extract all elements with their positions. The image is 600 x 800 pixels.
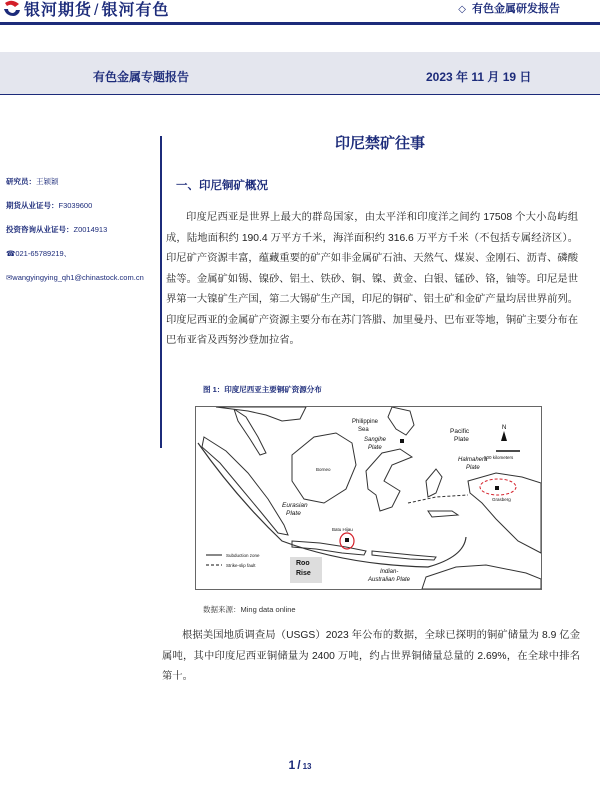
current-page: 1 <box>288 758 296 772</box>
mine-marker-sulawesi <box>400 439 404 443</box>
map-svg <box>196 407 541 589</box>
futures-cert-line <box>6 200 158 224</box>
phone-number: 021-65789219、 <box>15 249 72 258</box>
mainland-asia <box>216 407 306 421</box>
nusa-tenggara-islands <box>372 551 436 560</box>
seram-island <box>428 511 458 517</box>
brand-separator: / <box>94 2 100 19</box>
diamond-icon: ◇ <box>458 4 466 15</box>
body-paragraph-2: 根据美国地质调查局（USGS）2023 年公布的数据，全球已探明的铜矿储量为 8.9 亿金属吨，其中印度尼西亚铜储量为 2400 万吨，约占世界铜储量总量的 2.69%，在全球中排名第十。 <box>162 630 580 682</box>
label-eurasian-plate: Plate <box>286 510 301 517</box>
advisory-cert-label: 投资咨询从业证号： <box>6 225 74 234</box>
label-grasberg: Grasberg <box>492 497 511 502</box>
email-address[interactable]: wangyingying_qh1@chinastock.com.cn <box>12 273 144 282</box>
header-rule <box>0 22 600 25</box>
brand-left: 银河期货 <box>24 2 93 19</box>
email-icon: ✉ <box>6 273 13 282</box>
label-halmahera-plate: Plate <box>466 465 480 471</box>
new-guinea-landmass <box>468 473 541 553</box>
label-scale: 500 kilometers <box>484 455 514 460</box>
figure-source: 数据来源：Ming data online <box>203 605 296 614</box>
report-type-label: 有色金属研发报告 <box>472 3 560 15</box>
label-sangihe: Sangihe <box>364 437 387 443</box>
label-rise: Rise <box>296 570 311 577</box>
sulawesi-landmass <box>366 449 412 511</box>
label-australian-plate: Australian Plate <box>368 577 411 583</box>
label-sangihe-plate: Plate <box>368 445 382 451</box>
sumatra-landmass <box>202 437 288 535</box>
total-pages: 13 <box>302 762 312 771</box>
phone-icon: ☎ <box>6 249 16 258</box>
figure-caption: 图 1：印度尼西亚主要铜矿资源分布 <box>203 385 322 394</box>
researcher-line <box>6 176 158 200</box>
sidebar-divider <box>160 136 162 448</box>
phone-line <box>6 248 158 272</box>
label-eurasian: Eurasian <box>282 502 308 509</box>
australia-landmass <box>422 565 541 589</box>
label-philippine: Philippine <box>352 419 379 425</box>
label-halmahera: Halmahera <box>458 457 488 463</box>
body-paragraph-1: 印度尼西亚是世界上最大的群岛国家，由太平洋和印度洋之间约 17508 个大小岛屿组成，陆地面积约 190.4 万平方千米，海洋面积约 316.6 万平方千米（不包括专属经济区）。印尼矿产资源丰富，蕴藏重要的矿产如非金属矿石油、天然气、煤炭、金刚石、沥青、磷酸盐等。金属矿如锡、镍砂、铝土、铁砂、铜、镍、黄金、白银、锰砂、铬，铀等。印尼是世界第一大镍矿生产国，第二大锡矿生产国，印尼的铜矿、铝土矿和金矿产量均居世界前列。印度尼西亚的金属矿产资源主要分布在苏门答腊、加里曼丹、巴布亚等地，铜矿主要分布在巴布亚省及西努沙登加拉省。 <box>166 212 578 346</box>
label-pacific-plate: Plate <box>454 436 469 443</box>
band-rule <box>0 94 600 95</box>
advisory-cert-number: Z0014913 <box>73 225 108 234</box>
label-sea: Sea <box>358 427 369 433</box>
futures-cert-label: 期货从业证号： <box>6 201 59 210</box>
page-number <box>0 756 600 774</box>
researcher-name: 王颖颖 <box>36 177 59 186</box>
section-heading: 一、印尼铜矿概况 <box>176 180 268 192</box>
email-line[interactable] <box>6 272 158 296</box>
advisory-cert-line <box>6 224 158 248</box>
malay-peninsula <box>234 409 266 455</box>
brand-title <box>24 0 169 20</box>
label-roo: Roo <box>296 560 310 567</box>
legend-subduction: Subduction zone <box>226 553 260 558</box>
svg-text:N: N <box>502 425 507 431</box>
page-separator: / <box>297 758 301 772</box>
philippines-islands <box>388 407 414 435</box>
report-header <box>0 0 600 22</box>
analyst-sidebar <box>6 176 158 296</box>
moluccas-islands <box>426 469 442 497</box>
label-borneo: Borneo <box>316 467 331 472</box>
label-indian: Indian- <box>380 569 399 575</box>
subtitle-band <box>0 52 600 94</box>
label-batu-hijau: Batu Hijau <box>332 527 353 532</box>
researcher-label: 研究员： <box>6 177 36 186</box>
galaxy-logo-icon <box>2 0 22 18</box>
report-type <box>458 0 560 16</box>
label-pacific: Pacific <box>450 428 470 435</box>
futures-cert-number: F3039600 <box>58 201 93 210</box>
north-arrow-icon <box>501 425 507 441</box>
mine-marker-grasberg <box>495 486 499 490</box>
indonesia-copper-map <box>195 406 542 590</box>
strike-slip-fault-line <box>408 495 468 503</box>
brand-right: 银河有色 <box>101 2 170 19</box>
legend-strike-slip: Strike-slip fault <box>226 563 256 568</box>
report-date: 2023 年 11 月 19 日 <box>426 70 532 84</box>
report-category: 有色金属专题报告 <box>93 70 190 84</box>
mine-marker-batu-hijau <box>345 538 349 542</box>
page-title: 印尼禁矿往事 <box>334 135 425 152</box>
